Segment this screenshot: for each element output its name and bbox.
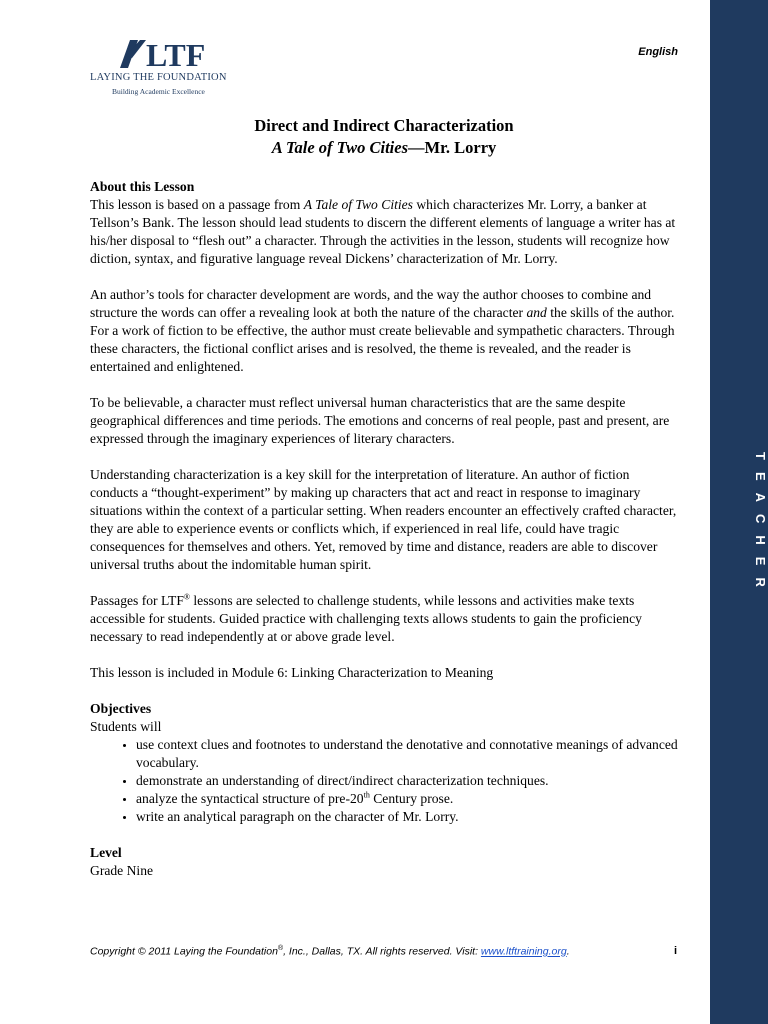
about-paragraph-2: An author’s tools for character development are words, and the way the author chooses to combine and structure the words can offer a revealing look at both the nature of the character and the skills of the author. For a work of fiction to be effective, the author must create believable and sympathetic characters. Through these characters, the fictional conflict arises and is resolved, the theme is revealed, and the reader is entertained and enlightened. (90, 287, 675, 374)
objective-item: • write an analytical paragraph on the character of Mr. Lorry. (136, 808, 680, 826)
level-value: Grade Nine (90, 863, 154, 878)
logo-name: LAYING THE FOUNDATION (90, 72, 227, 83)
logo-abbr: LTF (146, 37, 206, 70)
about-heading: About this Lesson (90, 179, 195, 194)
objective-item: • analyze the syntactical structure of pre-20th Century prose. (136, 790, 680, 808)
objectives-intro: Students will (90, 719, 162, 734)
about-paragraph-1: This lesson is based on a passage from A Tale of Two Cities which characterizes Mr. Lorry, a banker at Tellson’s Bank. The lesson should lead students to discern the different elements of language a writer has at his/her disposal to “flesh out” a character. Through the activities in the lesson, students will recognize how diction, syntax, and figurative language reveal Dickens’ characterization of Mr. Lorry. (90, 197, 676, 266)
about-paragraph-4: Understanding characterization is a key skill for the interpretation of literature. An author of fiction conducts a “thought-experiment” by making up characters that act and react in response to imaginary situations within the context of a particular setting. When readers encounter an effectively crafted character, they are able to experience events or conflicts which, if experienced in real life, could have tragic consequences for themselves and others. Yet, removed by time and distance, readers are able to discover universal truths about the indomitable human spirit. (90, 467, 677, 572)
subject-label: English (638, 46, 678, 58)
page-subtitle (90, 138, 678, 158)
page-title: Direct and Indirect Characterization (254, 116, 514, 135)
ltf-logo-mark (116, 36, 226, 70)
ltf-logo (90, 36, 240, 100)
objective-item: • use context clues and footnotes to understand the denotative and connotative meanings of advanced vocabulary. (136, 736, 680, 772)
logo-tagline: Building Academic Excellence (112, 87, 205, 96)
about-paragraph-6: This lesson is included in Module 6: Linking Characterization to Meaning (90, 665, 494, 680)
lesson-body (90, 178, 680, 880)
teacher-sidebar (710, 0, 768, 1024)
copyright-footer: Copyright © 2011 Laying the Foundation®, Inc., Dallas, TX. All rights reserved. Visit: www.ltftraining.org. (90, 945, 570, 958)
sidebar-label: TEACHER (753, 452, 768, 599)
about-paragraph-5: Passages for LTF® lessons are selected to challenge students, while lessons and activities make texts accessible for students. Guided practice with challenging texts allows students to gain the proficiency necessary to read independently at or above grade level. (90, 592, 642, 644)
subtitle-rest: —Mr. Lorry (408, 138, 497, 157)
ltf-website-link[interactable]: www.ltftraining.org (480, 945, 567, 958)
objectives-heading: Objectives (90, 701, 152, 716)
level-heading: Level (90, 845, 122, 860)
objectives-list (90, 736, 680, 826)
page-number: i (674, 945, 678, 957)
objective-item: • demonstrate an understanding of direct/indirect characterization techniques. (136, 772, 680, 790)
about-paragraph-3: To be believable, a character must reflect universal human characteristics that are the same despite geographical differences and time periods. The emotions and concerns of real people, past and present, are expressed through the imaginary experiences of literary characters. (90, 395, 670, 446)
subtitle-book: A Tale of Two Cities (271, 138, 408, 157)
